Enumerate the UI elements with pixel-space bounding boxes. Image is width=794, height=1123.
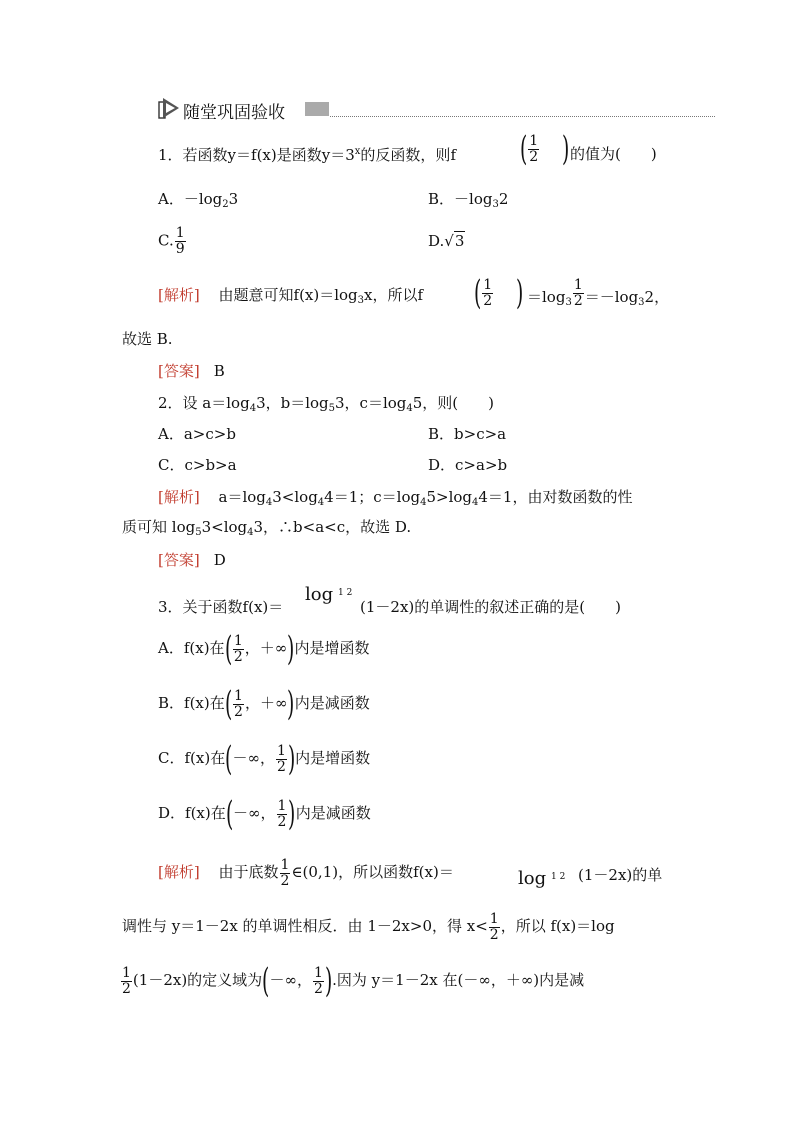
q3-analysis-tail: (1－2x)的单 xyxy=(578,866,663,884)
q3-analysis: [解析] 由于底数 $\frac{1}{2}$ ∈(0,1)，所以函数f(x)＝ xyxy=(158,857,454,889)
q1-analysis-tail: $=\log_3$ $\frac{1}{2}$ $=-\log_32$， xyxy=(527,277,670,309)
q1-option-a: A．$-\log_23$ xyxy=(158,190,239,210)
q2-answer: [答案] D xyxy=(158,551,226,569)
q1-stem-c: y＝3 xyxy=(321,146,355,164)
left-paren: ( xyxy=(519,129,528,169)
q3-option-d: D．f(x)在(－∞， $\frac{1}{2}$ )内是减函数 xyxy=(158,794,371,834)
q1-half: $\frac{1}{2}$ xyxy=(529,132,539,165)
q2-analysis: [解析] $a=\log_43<\log_44=1$；$c=\log_45>\log_44=1$，由对数函数的性 xyxy=(158,488,633,508)
q3-option-c: C．f(x)在(－∞， $\frac{1}{2}$ )内是增函数 xyxy=(158,739,371,779)
q2-stem: 2．设 $a=\log_43$，$b=\log_53$，$c=\log_45$，则( ) xyxy=(158,394,495,414)
q3-option-a: A．f(x)在( $\frac{1}{2}$ ，＋∞)内是增函数 xyxy=(158,629,370,669)
q1-stem-d: 的反函数，则 xyxy=(360,146,451,164)
q1-answer: [答案] B xyxy=(158,362,225,380)
sqrt-icon: √ xyxy=(444,232,454,250)
q3-analysis-log-half: log 1 2 xyxy=(518,868,566,889)
q2-option-c: C．c>b>a xyxy=(158,456,237,474)
analysis-label: [解析] xyxy=(158,286,200,304)
q1-analysis-line2: 故选 B. xyxy=(122,330,173,348)
q1-exp: x xyxy=(354,146,361,157)
q1-stem-b: y＝f(x)是函数 xyxy=(227,146,322,164)
q3-stem: 3．关于函数f(x)＝ xyxy=(158,598,284,616)
q1-option-b: B．$-\log_32$ xyxy=(428,190,509,210)
q3-option-b: B．f(x)在( $\frac{1}{2}$ ，＋∞)内是减函数 xyxy=(158,684,370,724)
q2-analysis-line2: 质可知 $\log_53<\log_43$，∴b<a<c，故选 D. xyxy=(122,518,412,538)
q1-stem-tail: 的值为( ) xyxy=(570,145,657,163)
section-title: 随堂巩固验收 xyxy=(183,103,285,123)
q1-stem xyxy=(158,147,456,163)
q1-analysis: [解析] 由题意可知$f(x)=\log_3x$，所以f xyxy=(158,286,424,306)
q3-analysis-line3: $\frac{1}{2}$ (1－2x)的定义域为(－∞， $\frac{1}{2}$ ).因为 y＝1－2x 在(－∞，＋∞)内是减 xyxy=(122,961,585,1001)
q1-option-c: C. $\frac{1}{9}$ xyxy=(158,225,185,257)
q3-stem-tail: (1－2x)的单调性的叙述正确的是( ) xyxy=(360,598,621,616)
q3-analysis-line2: 调性与 y＝1－2x 的单调性相反．由 1－2x>0，得 x< $\frac{1}{2}$ ，所以 f(x)＝log xyxy=(122,911,615,943)
right-paren: ) xyxy=(562,129,570,169)
q2-option-b: B．b>c>a xyxy=(428,425,507,443)
q2-option-a: A．a>c>b xyxy=(158,425,236,443)
q1-f: f xyxy=(450,146,456,164)
q3-log-half: log 1 2 xyxy=(305,584,353,605)
q1-stem-a: 1．若函数 xyxy=(158,146,228,164)
header-grey-block xyxy=(305,102,329,116)
header-dotted-rule xyxy=(330,116,715,117)
q1-analysis-half: ( $\frac{1}{2}$ ) xyxy=(473,273,524,313)
q1-option-d: D.√3 xyxy=(428,232,465,250)
q2-option-d: D．c>a>b xyxy=(428,456,508,474)
q1-half-group xyxy=(519,129,570,169)
